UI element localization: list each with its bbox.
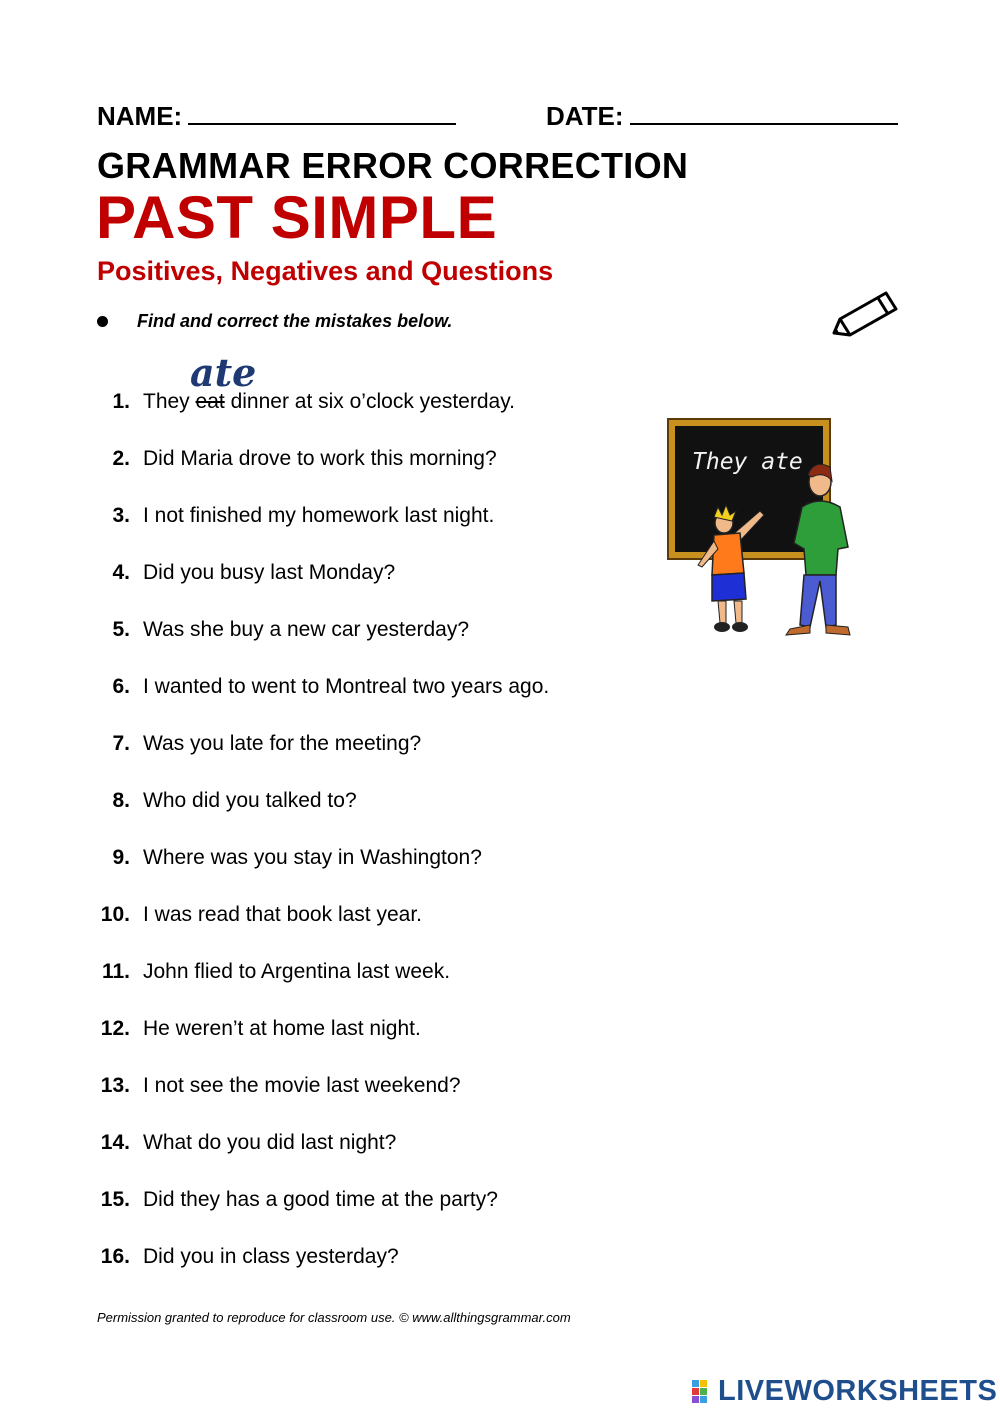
item-text[interactable]: Did Maria drove to work this morning? [143, 447, 497, 470]
item-number: 4. [112, 561, 130, 584]
list-item [0, 1017, 700, 1049]
instruction-text: Find and correct the mistakes below. [137, 311, 453, 331]
list-item [0, 504, 700, 536]
item-text[interactable]: What do you did last night? [143, 1131, 397, 1154]
example-after: dinner at six o’clock yesterday. [224, 390, 515, 413]
item-text[interactable]: I not finished my homework last night. [143, 504, 495, 527]
item-number: 6. [112, 675, 130, 698]
item-text[interactable]: He weren’t at home last night. [143, 1017, 421, 1040]
date-field [546, 101, 898, 132]
item-number: 11. [101, 960, 130, 983]
item-number: 16. [100, 1245, 130, 1268]
list-item [0, 732, 700, 764]
brand-logo[interactable] [692, 1375, 997, 1405]
list-item [0, 618, 700, 650]
item-text[interactable]: Did they has a good time at the party? [143, 1188, 498, 1211]
list-item [0, 960, 700, 992]
worksheet-title: GRAMMAR ERROR CORRECTION [97, 145, 689, 186]
item-text[interactable] [143, 390, 515, 414]
liveworksheets-logo-icon [692, 1380, 714, 1404]
item-text[interactable]: I not see the movie last weekend? [143, 1074, 461, 1097]
list-item [0, 561, 700, 593]
item-number: 12. [100, 1017, 130, 1040]
item-text[interactable]: I was read that book last year. [143, 903, 422, 926]
item-number: 8. [112, 789, 130, 812]
list-item [0, 447, 700, 479]
item-text[interactable]: Was she buy a new car yesterday? [143, 618, 470, 641]
list-item [0, 1188, 700, 1220]
item-text[interactable]: Where was you stay in Washington? [143, 846, 482, 869]
item-text[interactable]: John flied to Argentina last week. [143, 960, 451, 983]
topic-title: PAST SIMPLE [96, 184, 498, 251]
brand-text: LIVEWORKSHEETS [718, 1375, 998, 1407]
item-number: 9. [112, 846, 130, 869]
item-number: 15. [100, 1188, 130, 1211]
item-number: 5. [112, 618, 130, 641]
copyright-footer: Permission granted to reproduce for classroom use. © www.allthingsgrammar.com [97, 1310, 571, 1325]
item-number: 10. [100, 903, 130, 926]
list-item [0, 789, 700, 821]
date-label: DATE: [546, 101, 624, 131]
example-before: They [143, 390, 196, 413]
date-blank-line[interactable] [630, 101, 898, 125]
item-text[interactable]: Who did you talked to? [143, 789, 357, 812]
list-item [0, 675, 700, 707]
item-text[interactable]: I wanted to went to Montreal two years ago. [143, 675, 550, 698]
item-number: 14. [100, 1131, 130, 1154]
name-field [97, 101, 456, 132]
name-label: NAME: [97, 101, 183, 131]
teacher-chalkboard-illustration [664, 415, 864, 645]
list-item [0, 1131, 700, 1163]
instruction-line [97, 311, 452, 332]
list-item [0, 903, 700, 935]
pencil-icon [828, 285, 904, 343]
list-item-example [0, 390, 700, 422]
name-blank-line[interactable] [188, 101, 456, 125]
item-number: 13. [100, 1074, 130, 1097]
item-number: 2. [112, 447, 130, 470]
handwritten-correction: ate [190, 350, 257, 395]
item-number: 1. [112, 390, 130, 413]
item-text[interactable]: Did you busy last Monday? [143, 561, 396, 584]
list-item [0, 846, 700, 878]
bullet-icon [97, 316, 108, 327]
chalkboard-text: They ate [692, 449, 803, 475]
item-number: 3. [112, 504, 130, 527]
item-text[interactable]: Was you late for the meeting? [143, 732, 422, 755]
item-text[interactable]: Did you in class yesterday? [143, 1245, 399, 1268]
item-number: 7. [112, 732, 130, 755]
list-item [0, 1074, 700, 1106]
subtitle: Positives, Negatives and Questions [97, 256, 554, 286]
list-item [0, 1245, 700, 1277]
crossed-out-word: eat [195, 390, 225, 413]
